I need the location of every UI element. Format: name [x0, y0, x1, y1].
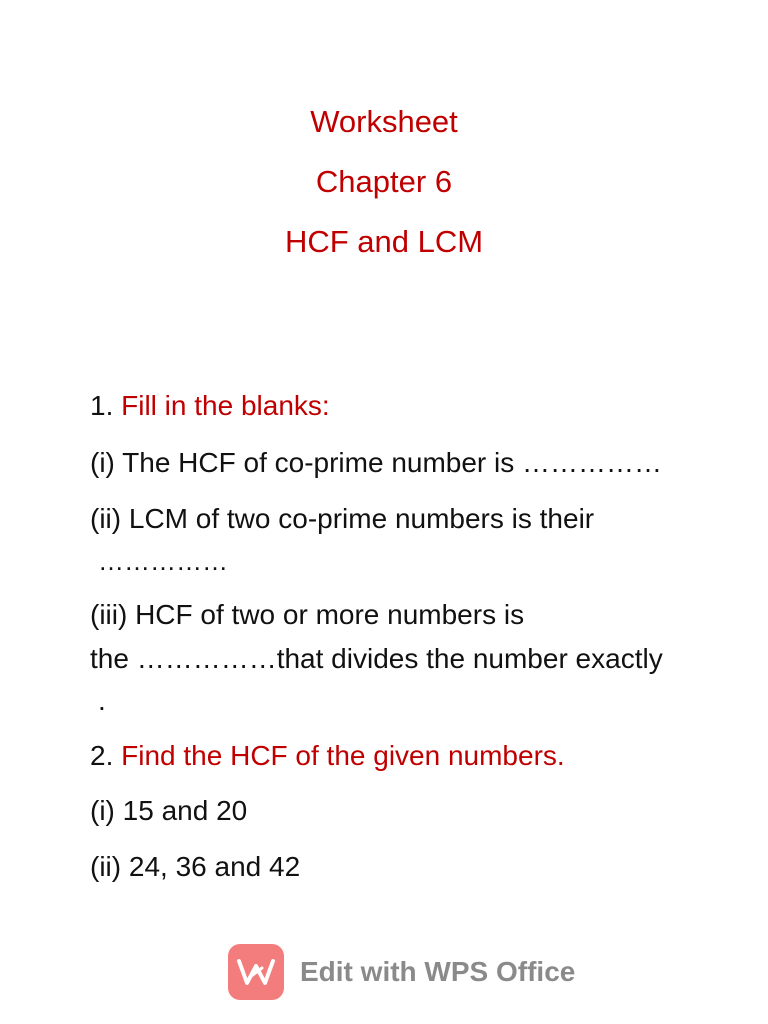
question-number: 1.	[90, 390, 114, 421]
title-chapter: Chapter 6	[315, 164, 453, 199]
wps-watermark[interactable]	[228, 943, 575, 1001]
question-1-heading	[90, 385, 710, 427]
question-heading-text: Find the HCF of the given numbers.	[121, 740, 565, 771]
worksheet-content	[90, 385, 710, 889]
q1-item-ii-blank: ……………	[98, 546, 228, 576]
q1-item-ii: (ii) LCM of two co-prime numbers is their	[90, 503, 595, 534]
q1-item-iii: (iii) HCF of two or more numbers is	[90, 599, 525, 630]
title-worksheet: Worksheet	[310, 104, 458, 139]
wps-logo-icon	[228, 944, 284, 1000]
question-2-heading	[90, 735, 710, 777]
q1-item-i: (i) The HCF of co-prime number is ……………	[90, 447, 663, 478]
worksheet-title-block	[0, 92, 768, 272]
q1-item-iii-continued: the ……………that divides the number exactly	[90, 643, 663, 674]
question-heading-text: Fill in the blanks:	[121, 390, 330, 421]
wps-watermark-label: Edit with WPS Office	[300, 956, 576, 987]
title-topic: HCF and LCM	[284, 224, 484, 259]
q1-item-iii-end-dot: .	[98, 685, 106, 716]
q2-item-ii: (ii) 24, 36 and 42	[90, 851, 301, 882]
q2-item-i: (i) 15 and 20	[90, 795, 248, 826]
question-number: 2.	[90, 740, 114, 771]
